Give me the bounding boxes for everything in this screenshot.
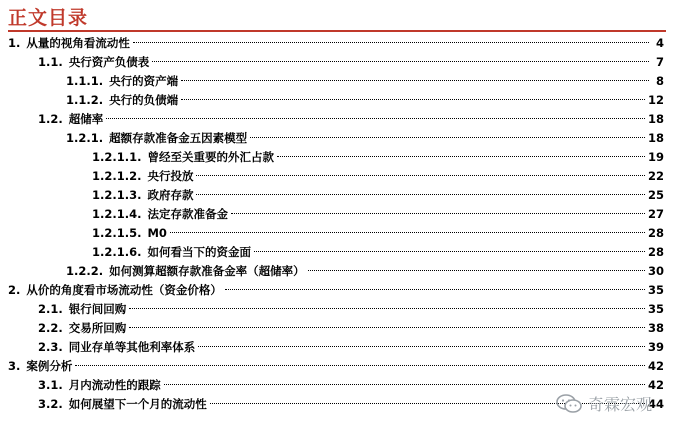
dot-leader (170, 232, 645, 233)
toc-entry-number: 1.2.1.5. (92, 226, 142, 240)
toc-entry-text: 政府存款 (147, 188, 194, 202)
dot-leader (198, 346, 645, 347)
toc-entry[interactable] (38, 110, 664, 129)
toc-entry-number: 3.2. (38, 397, 63, 411)
toc-entry-number: 1.2.1.3. (92, 188, 142, 202)
title-divider (8, 30, 666, 32)
toc-entry-text: 如何看当下的资金面 (147, 245, 251, 259)
toc-entry-page: 28 (647, 226, 664, 240)
toc-entry-page: 7 (655, 55, 664, 69)
toc-entry-page: 27 (647, 207, 664, 221)
toc-entry-text: 超储率 (68, 112, 104, 126)
toc-entry[interactable] (8, 281, 664, 300)
toc-entry-text: 银行间回购 (68, 302, 127, 316)
toc-title: 正文目录 (8, 7, 89, 29)
toc-entry-text: 从量的视角看流动性 (26, 36, 130, 50)
dot-leader (152, 61, 649, 62)
toc-entry[interactable] (66, 129, 664, 148)
toc-entry[interactable] (66, 91, 664, 110)
toc-entry-number: 1.2.1.4. (92, 207, 142, 221)
toc-entry-number: 1.1.2. (66, 93, 104, 107)
toc-entry-page: 35 (647, 302, 664, 316)
toc-entry-number: 1.2.2. (66, 264, 104, 278)
dot-leader (75, 365, 645, 366)
toc-entry-number: 1.2.1.6. (92, 245, 142, 259)
toc-entry-text: 交易所回购 (68, 321, 127, 335)
toc-entry-page: 4 (655, 36, 664, 50)
toc-entry-page: 44 (647, 397, 664, 411)
toc-entry-number: 1.2.1.1. (92, 150, 142, 164)
toc-entry-page: 39 (647, 340, 664, 354)
toc-entry-text: 法定存款准备金 (147, 207, 228, 221)
toc-entry[interactable] (38, 338, 664, 357)
toc-entry[interactable] (66, 72, 664, 91)
toc-entry-number: 2.2. (38, 321, 63, 335)
toc-entry-text: 超额存款准备金五因素模型 (109, 131, 248, 145)
toc-entry[interactable] (38, 319, 664, 338)
toc-entry[interactable] (8, 34, 664, 53)
toc-entry-number: 3. (8, 359, 21, 373)
toc-entry-text: 央行投放 (147, 169, 194, 183)
dot-leader (133, 42, 649, 43)
toc-entry-text: 央行的负债端 (109, 93, 179, 107)
dot-leader (225, 289, 645, 290)
toc-entry-page: 12 (647, 93, 664, 107)
toc-entry-number: 1.1.1. (66, 74, 104, 88)
toc-entry-number: 2. (8, 283, 21, 297)
toc-entry[interactable] (92, 205, 664, 224)
dot-leader (277, 156, 645, 157)
dot-leader (181, 80, 649, 81)
toc-entry-number: 1.2. (38, 112, 63, 126)
dot-leader (129, 327, 645, 328)
toc-entry-page: 8 (655, 74, 664, 88)
toc-entry-text: 如何测算超额存款准备金率（超储率） (109, 264, 305, 278)
toc-entry-text: 如何展望下一个月的流动性 (68, 397, 207, 411)
toc-entry-page: 42 (647, 359, 664, 373)
dot-leader (254, 251, 645, 252)
toc-entry-page: 35 (647, 283, 664, 297)
toc-entry-text: 案例分析 (26, 359, 73, 373)
toc-entry-number: 1.2.1. (66, 131, 104, 145)
toc-entry[interactable] (92, 186, 664, 205)
dot-leader (250, 137, 645, 138)
toc-entry-number: 1.2.1.2. (92, 169, 142, 183)
toc-entry-page: 38 (647, 321, 664, 335)
dot-leader (231, 213, 645, 214)
toc-entry-page: 25 (647, 188, 664, 202)
toc-entry-number: 2.3. (38, 340, 63, 354)
toc-entry[interactable] (92, 167, 664, 186)
toc-entry-text: 央行资产负债表 (68, 55, 150, 69)
watermark-text: 奇霖宏观 (588, 395, 653, 414)
toc-entry-text: 月内流动性的跟踪 (68, 378, 161, 392)
dot-leader (196, 175, 645, 176)
toc-entry-number: 3.1. (38, 378, 63, 392)
toc-entry[interactable] (8, 357, 664, 376)
dot-leader (196, 194, 645, 195)
dot-leader (181, 99, 645, 100)
toc-entry[interactable] (92, 243, 664, 262)
toc-entry[interactable] (92, 148, 664, 167)
toc-entry[interactable] (38, 53, 664, 72)
toc-entry-text: 同业存单等其他利率体系 (68, 340, 196, 354)
toc-entry-text: 从价的角度看市场流动性（资金价格） (26, 283, 222, 297)
toc-entry-page: 22 (647, 169, 664, 183)
toc-entry-page: 19 (647, 150, 664, 164)
dot-leader (164, 384, 645, 385)
toc-entry-page: 18 (647, 112, 664, 126)
watermark (556, 392, 652, 415)
toc-entry[interactable] (66, 262, 664, 281)
toc-entry-text: 央行的资产端 (109, 74, 179, 88)
toc-entry-page: 42 (647, 378, 664, 392)
toc-entry-number: 1. (8, 36, 21, 50)
dot-leader (129, 308, 645, 309)
toc-entry-number: 1.1. (38, 55, 63, 69)
toc-entry-text: M0 (147, 226, 167, 240)
toc-entry-page: 28 (647, 245, 664, 259)
toc-entry[interactable] (38, 300, 664, 319)
toc-entry-page: 30 (647, 264, 664, 278)
dot-leader (308, 270, 645, 271)
toc-entry-text: 曾经至关重要的外汇占款 (147, 150, 274, 164)
wechat-icon (556, 394, 582, 414)
toc-entry[interactable] (92, 224, 664, 243)
dot-leader (106, 118, 645, 119)
toc-entry-number: 2.1. (38, 302, 63, 316)
toc-entry-page: 18 (647, 131, 664, 145)
